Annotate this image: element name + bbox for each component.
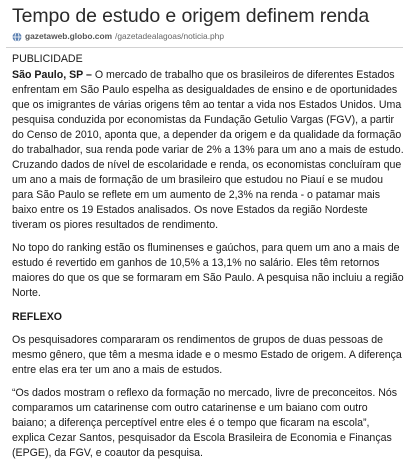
globe-icon xyxy=(12,32,22,42)
section-heading: REFLEXO xyxy=(12,310,63,323)
paragraph-1-text: O mercado de trabalho que os brasileiros de diferentes Estados enfrentam em São Paulo espelha as desigualdades de ensino e de oportunidades que os imigrantes de várias origens têm ao tentar a vida nos Estados Unidos. Uma pesquisa conduzida por economistas da Fundação Getulio Vargas (FGV), a partir do Censo de 2010, aponta que, a depender da origem e da qualidade da formação do trabalhador, sua renda pode variar de 2% a 13% para um ano a mais de estudo. xyxy=(12,69,404,157)
dateline: São Paulo, SP – xyxy=(12,69,92,82)
paragraph-5: “Os dados mostram o reflexo da formação no mercado, livre de preconceitos. Nós comparamos um catarinense com outro catarinense e um baiano com outro baiano; a diferença perceptível entre eles é o tempo que ficaram na escola”, explica Cezar Santos, pesquisador da Escola Brasileira de Economia e Finanças (EPGE), da FGV, e coautor da pesquisa. xyxy=(12,386,398,459)
article-title: Tempo de estudo e origem definem renda xyxy=(12,5,370,27)
paragraph-3: No topo do ranking estão os fluminenses e gaúchos, para quem um ano a mais de estudo é revertido em ganhos de 10,5% a 13,1% no salário. Eles têm retornos maiores do que os que se formaram em São Paulo. A pesquisa não incluiu a região Norte. xyxy=(12,242,404,300)
paragraph-1 xyxy=(12,68,405,158)
paragraph-2: Cruzando dados de nível de escolaridade e renda, os economistas concluíram que um ano a mais de formação de um brasileiro que estudou no Piauí e se mudou para São Paulo se reflete em um aumento de 2,3% na renda - o patamar mais baixo entre os 19 Estados analisados. Os nove Estados da região Nordeste tiveram os piores resultados de rendimento. xyxy=(12,159,402,232)
source-line xyxy=(12,30,405,44)
advertising-label: PUBLICIDADE xyxy=(12,53,83,65)
source-domain[interactable]: gazetaweb.globo.com xyxy=(25,31,113,42)
divider xyxy=(6,47,403,48)
source-path[interactable]: /gazetadealagoas/noticia.php xyxy=(115,31,224,42)
paragraph-4: Os pesquisadores compararam os rendimentos de grupos de duas pessoas de mesmo gênero, que têm a mesma idade e o mesmo Estado de origem. A diferença entre elas era ter um ano a mais de estudos. xyxy=(12,333,402,376)
